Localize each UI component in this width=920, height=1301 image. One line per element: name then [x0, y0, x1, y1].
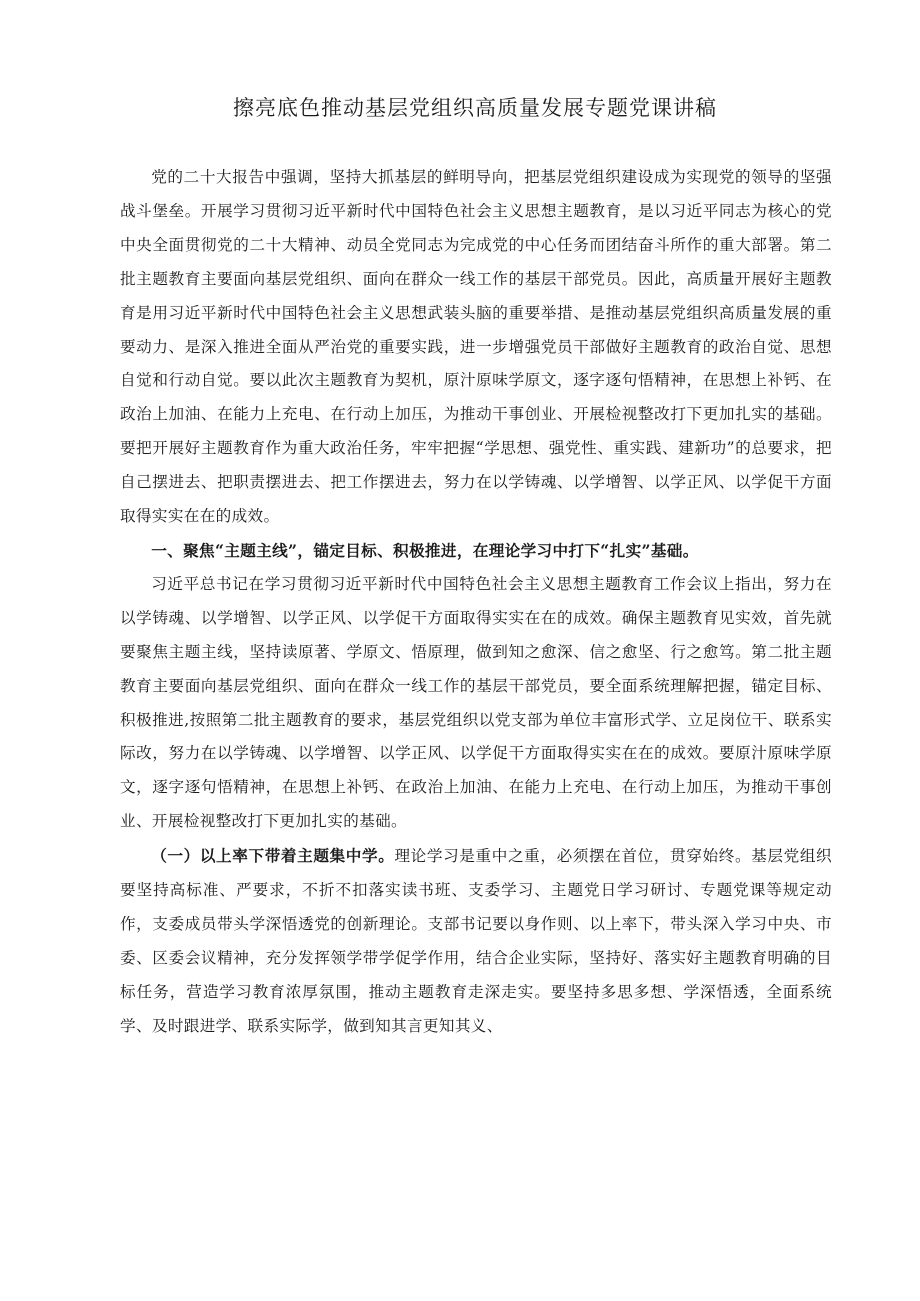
section-heading-1: 一、聚焦“主题主线”，锚定目标、积极推进，在理论学习中打下“扎实”基础。: [151, 540, 699, 560]
subsection-1-heading: （一）以上率下带着主题集中学。: [151, 846, 395, 866]
document-title: 擦亮底色推动基层党组织高质量发展专题党课讲稿: [233, 96, 717, 120]
subsection-1-text: 理论学习是重中之重，必须摆在首位，贯穿始终。基层党组织要坚持高标准、严要求，不折不扣落实读书班、支委学习、主题党日学习研讨、专题党课等规定动作，支委成员带头学深悟透党的创新理论。支部书记要以身作则、以上率下，带头深入学习中央、市委、区委会议精神，充分发挥领学带学促学作用，结合企业实际，坚持好、落实好主题教育明确的目标任务，营造学习教育浓厚氛围，推动主题教育走深走实。要坚持多思多想、学深悟透，全面系统学、及时跟进学、联系实际学，做到知其言更知其义、: [120, 847, 832, 1035]
section-1-paragraph: 习近平总书记在学习贯彻习近平新时代中国特色社会主义思想主题教育工作会议上指出，努力在以学铸魂、以学增智、以学正风、以学促干方面取得实实在在的成效。确保主题教育见实效，首先就要聚焦主题主线，坚持读原著、学原文、悟原理，做到知之愈深、信之愈坚、行之愈笃。第二批主题教育主要面向基层党组织、面向在群众一线工作的基层干部党员，要全面系统理解把握，锚定目标、积极推进,按照第二批主题教育的要求，基层党组织以党支部为单位丰富形式学、立足岗位干、联系实际改，努力在以学铸魂、以学增智、以学正风、以学促干方面取得实实在在的成效。要原汁原味学原文，逐字逐句悟精神，在思想上补钙、在政治上加油、在能力上充电、在行动上加压，为推动干事创业、开展检视整改打下更加扎实的基础。: [120, 574, 832, 831]
document-body: [120, 161, 832, 1044]
subsection-1-paragraph: [120, 839, 832, 1043]
intro-paragraph: 党的二十大报告中强调，坚持大抓基层的鲜明导向，把基层党组织建设成为实现党的领导的坚强战斗堡垒。开展学习贯彻习近平新时代中国特色社会主义思想主题教育，是以习近平同志为核心的党中央全面贯彻党的二十大精神、动员全党同志为完成党的中心任务而团结奋斗所作的重大部署。第二批主题教育主要面向基层党组织、面向在群众一线工作的基层干部党员。因此，高质量开展好主题教育是用习近平新时代中国特色社会主义思想武装头脑的重要举措、是推动基层党组织高质量发展的重要动力、是深入推进全面从严治党的重要实践，进一步增强党员干部做好主题教育的政治自觉、思想自觉和行动自觉。要以此次主题教育为契机，原汁原味学原文，逐字逐句悟精神，在思想上补钙、在政治上加油、在能力上充电、在行动上加压，为推动干事创业、开展检视整改打下更加扎实的基础。要把开展好主题教育作为重大政治任务，牢牢把握“学思想、强党性、重实践、建新功”的总要求，把自己摆进去、把职责摆进去、把工作摆进去，努力在以学铸魂、以学增智、以学正风、以学促干方面取得实实在在的成效。: [120, 168, 832, 526]
